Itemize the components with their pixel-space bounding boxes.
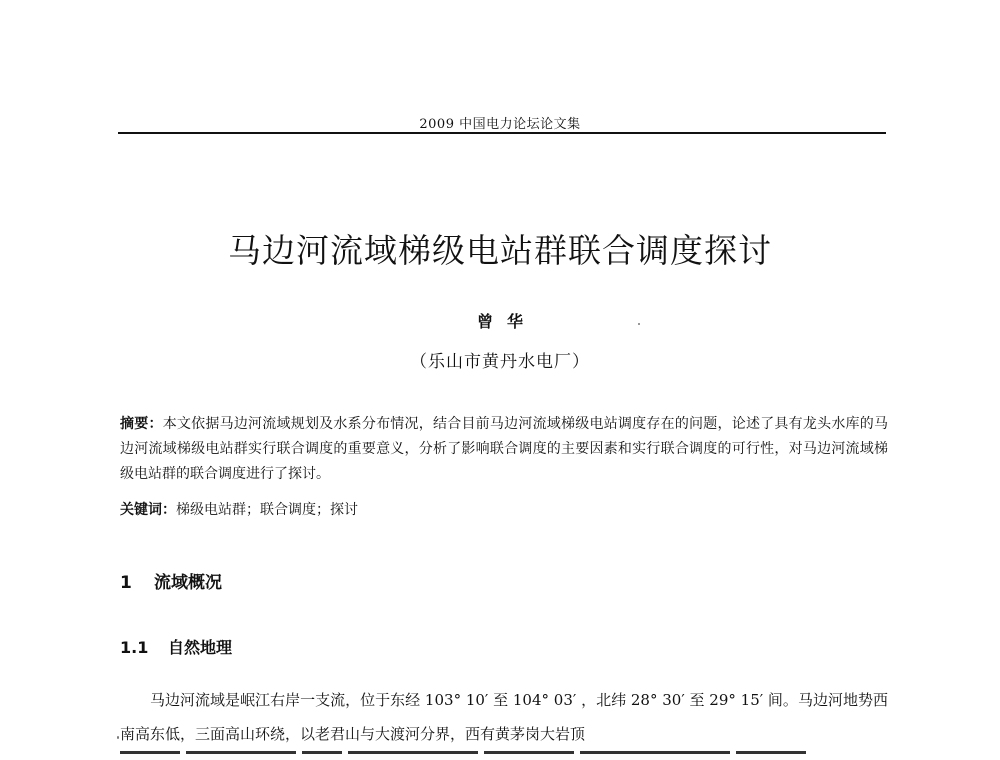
keywords-text: 梯级电站群；联合调度；探讨	[176, 502, 358, 518]
keywords	[120, 499, 888, 521]
scan-speck	[638, 323, 640, 325]
body-paragraph: 马边河流域是岷江右岸一支流，位于东经 103° 10′ 至 104° 03′ ，北纬 28° 30′ 至 29° 15′ 间。马边河地势西南高东低，三面高山环绕，以老君山与大渡河分界，西有黄茅岗大岩顶	[120, 691, 888, 743]
keywords-label: 关键词：	[120, 502, 176, 518]
abstract-label: 摘要：	[120, 416, 163, 432]
header-rule	[118, 132, 886, 134]
section-number: 1	[120, 573, 132, 593]
cut-off-text-line	[120, 751, 888, 760]
subsection-heading	[120, 635, 232, 658]
author-affiliation: （乐山市黄丹水电厂）	[410, 352, 590, 372]
scan-speck	[117, 736, 119, 739]
running-header: 2009 中国电力论坛论文集	[419, 117, 581, 132]
subsection-number: 1.1	[120, 638, 149, 657]
section-title: 流域概况	[154, 573, 222, 593]
subsection-title: 自然地理	[168, 638, 233, 657]
paper-title: 马边河流域梯级电站群联合调度探讨	[228, 231, 772, 270]
abstract	[120, 412, 888, 487]
abstract-text: 本文依据马边河流域规划及水系分布情况，结合目前马边河流域梯级电站调度存在的问题，论述了具有龙头水库的马边河流域梯级电站群实行联合调度的重要意义，分析了影响联合调度的主要因素和实行联合调度的可行性，对马边河流域梯级电站群的联合调度进行了探讨。	[120, 416, 889, 482]
author-name: 曾华	[476, 312, 537, 331]
section-heading	[120, 568, 222, 593]
